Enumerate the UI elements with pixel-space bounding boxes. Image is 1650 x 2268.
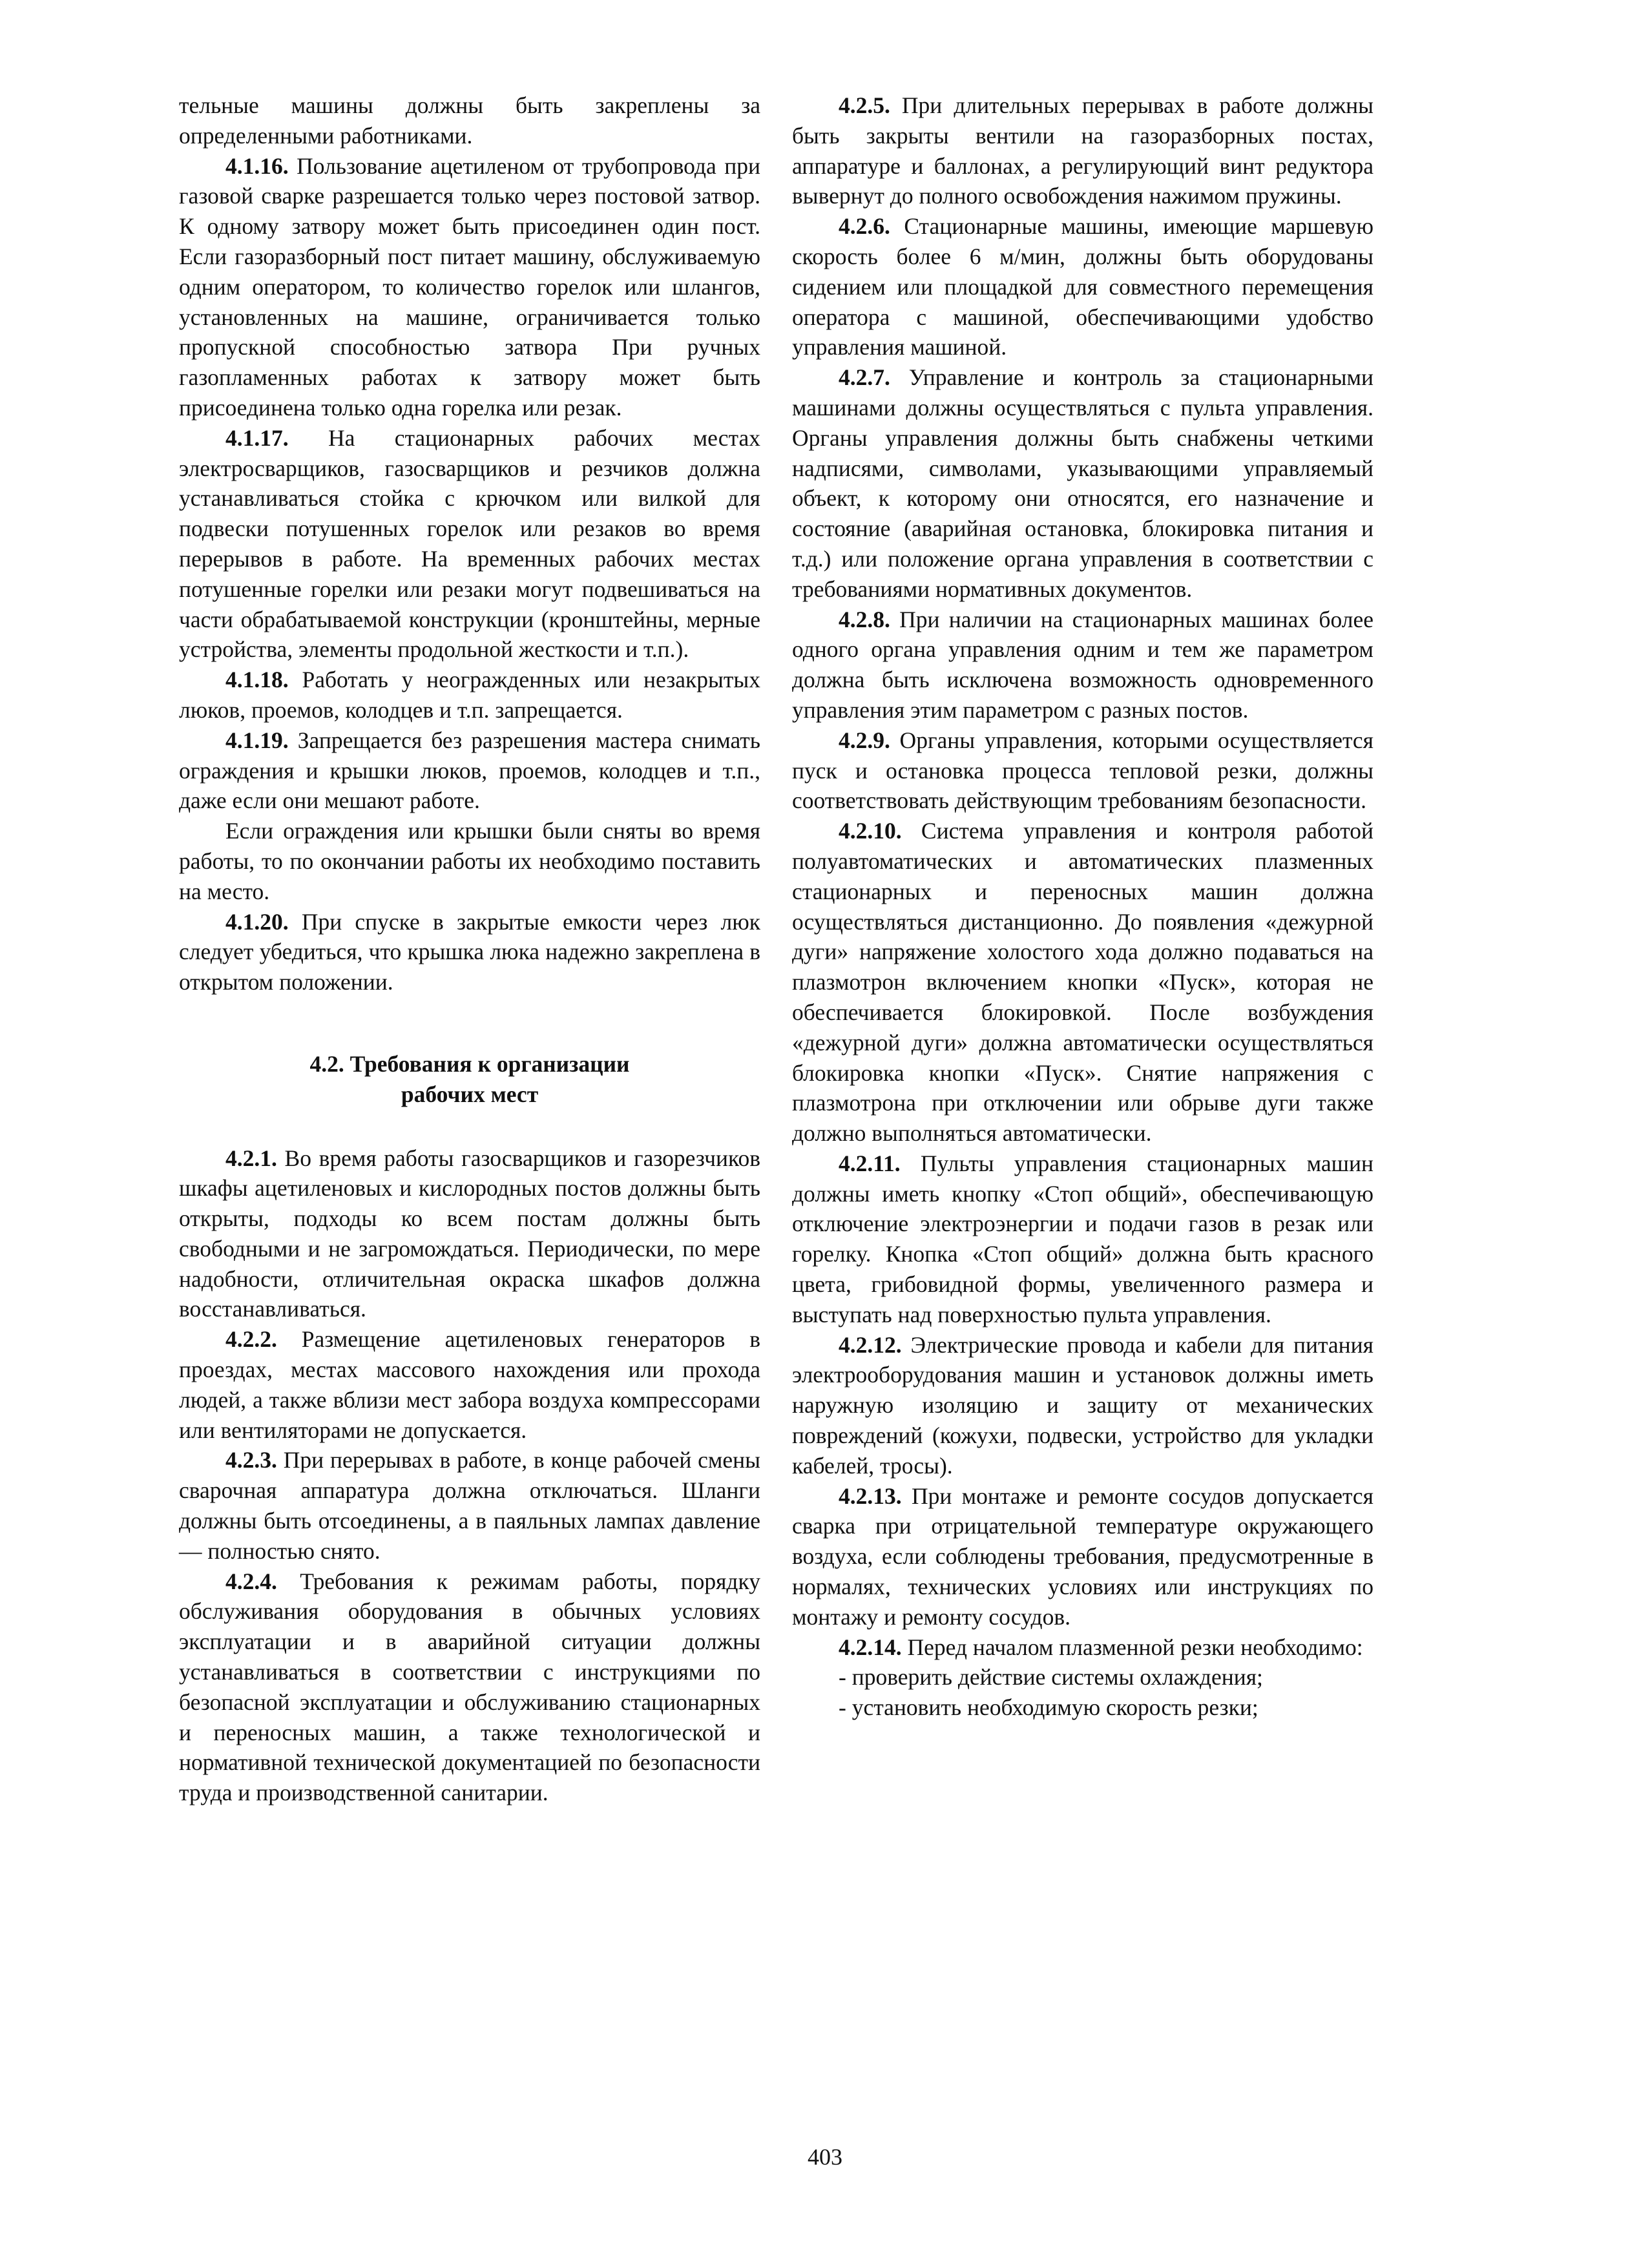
list-item: - проверить действие системы охлаждения; xyxy=(839,1664,1263,1691)
clause-number: 4.2.5. xyxy=(839,92,890,118)
clause-number: 4.2.8. xyxy=(839,606,890,632)
paragraph-4-2-2: 4.2.2. Размещение ацетиленовых генераторов в проездах, местах массового нахождения или прохода людей, а также вблизи мест забора воздуха компрессорами или вентиляторами не допускается. xyxy=(179,1326,760,1443)
paragraph-4-2-9: 4.2.9. Органы управления, которыми осуществляется пуск и остановка процесса тепловой резки, должны соответствовать действующим требованиям безопасности. xyxy=(792,727,1373,814)
section-heading xyxy=(179,1049,760,1110)
paragraph-4-1-19-cont: Если ограждения или крышки были сняты во время работы, то по окончании работы их необходимо поставить на место. xyxy=(179,818,760,904)
paragraph-4-2-5: 4.2.5. При длительных перерывах в работе должны быть закрыты вентили на газоразборных постах, аппаратуре и баллонах, а регулирующий винт редуктора вывернут до полного освобождения нажимом пружины. xyxy=(792,92,1373,209)
clause-number: 4.1.16. xyxy=(225,152,289,179)
clause-number: 4.2.2. xyxy=(225,1326,277,1353)
clause-number: 4.2.9. xyxy=(839,727,890,753)
section-heading-line-1: 4.2. Требования к организации xyxy=(309,1050,630,1077)
paragraph-4-2-1: 4.2.1. Во время работы газосварщиков и газорезчиков шкафы ацетиленовых и кислородных постов должны быть открыты, подходы ко всем постам должны быть свободными и не загромождаться. Периодически, по мере надобности, отличительная окраска шкафов должна восстанавливаться. xyxy=(179,1145,760,1322)
clause-number: 4.2.7. xyxy=(839,364,890,391)
paragraph-4-1-16: 4.1.16. Пользование ацетиленом от трубопровода при газовой сварке разрешается только через постовой затвор. К одному затвору может быть присоединен один пост. Если газоразборный пост питает машину, обслуживаемую одним оператором, то количество горелок или шлангов, установленных на машине, ограничивается только пропускной способностью затвора При ручных газопламенных работах к затвору может быть присоединена только одна горелка или резак. xyxy=(179,152,760,421)
clause-number: 4.1.18. xyxy=(225,667,289,693)
clause-number: 4.1.20. xyxy=(225,908,289,935)
paragraph-4-1-20: 4.1.20. При спуске в закрытые емкости через люк следует убедиться, что крышка люка надежно закреплена в открытом положении. xyxy=(179,908,760,995)
page-number: 403 xyxy=(808,2144,842,2170)
paragraph-4-2-14: 4.2.14. Перед началом плазменной резки необходимо: xyxy=(839,1634,1363,1660)
paragraph-4-1-18: 4.1.18. Работать у неогражденных или незакрытых люков, проемов, колодцев и т.п. запрещается. xyxy=(179,667,760,723)
paragraph-4-1-17: 4.1.17. На стационарных рабочих местах электросварщиков, газосварщиков и резчиков должна устанавливаться стойка с крючком или вилкой для подвески потушенных горелок или резаков во время перерывов в работе. На временных рабочих местах потушенные горелки или резаки могут подвешиваться на части обрабатываемой конструкции (кронштейны, мерные устройства, элементы продольной жесткости и т.п.). xyxy=(179,424,760,663)
paragraph-4-2-12: 4.2.12. Электрические провода и кабели для питания электрооборудования машин и установок должны иметь наружную изоляцию и защиту от механических повреждений (кожухи, подвески, устройство для укладки кабелей, тросы). xyxy=(792,1331,1373,1479)
clause-number: 4.2.4. xyxy=(225,1568,277,1594)
clause-number: 4.2.12. xyxy=(839,1331,902,1358)
paragraph-4-2-10: 4.2.10. Система управления и контроля работой полуавтоматических и автоматических плазменных стационарных и переносных машин должна осуществляться дистанционно. До появления «дежурной дуги» напряжение холостого хода должно подаваться на плазмотрон включением кнопки «Пуск», которая не обеспечивается блокировкой. После возбуждения «дежурной дуги» должна автоматически осуществляться блокировка кнопки «Пуск». Снятие напряжения с плазмотрона при отключении или обрыве дуги также должно выполняться автоматически. xyxy=(792,818,1373,1147)
paragraph-4-2-4: 4.2.4. Требования к режимам работы, порядку обслуживания оборудования в обычных условиях эксплуатации и в аварийной ситуации должны устанавливаться в соответствии с инструкциями по безопасной эксплуатации и обслуживанию стационарных и переносных машин, а также технологической и нормативной технической документацией по безопасности труда и производственной санитарии. xyxy=(179,1568,760,1806)
clause-number: 4.2.1. xyxy=(225,1145,277,1171)
clause-number: 4.2.10. xyxy=(839,818,902,844)
paragraph-4-2-8: 4.2.8. При наличии на стационарных машинах более одного органа управления одним и тем же параметром должна быть исключена возможность одновременного управления этим параметром с разных постов. xyxy=(792,606,1373,723)
paragraph-4-2-13: 4.2.13. При монтаже и ремонте сосудов допускается сварка при отрицательной температуре окружающего воздуха, если соблюдены требования, предусмотренные в нормалях, технических условиях или инструкциях по монтажу и ремонту сосудов. xyxy=(792,1483,1373,1630)
clause-number: 4.2.13. xyxy=(839,1483,902,1509)
paragraph-4-2-3: 4.2.3. При перерывах в работе, в конце рабочей смены сварочная аппаратура должна отключаться. Шланги должны быть отсоединены, а в паяльных лампах давление — полностью снято. xyxy=(179,1447,760,1564)
clause-number: 4.2.11. xyxy=(839,1150,901,1176)
right-column xyxy=(792,90,1373,1723)
clause-number: 4.1.17. xyxy=(225,424,289,451)
clause-number: 4.2.14. xyxy=(839,1634,902,1660)
section-heading-line-2: рабочих мест xyxy=(401,1081,539,1107)
clause-number: 4.1.19. xyxy=(225,727,289,753)
paragraph-4-2-11: 4.2.11. Пульты управления стационарных машин должны иметь кнопку «Стоп общий», обеспечивающую отключение электроэнергии и подачи газов в резак или горелку. Кнопка «Стоп общий» должна быть красного цвета, грибовидной формы, увеличенного размера и выступать над поверхностью пульта управления. xyxy=(792,1150,1373,1327)
left-column xyxy=(179,90,760,1808)
paragraph-4-2-7: 4.2.7. Управление и контроль за стационарными машинами должны осуществляться с пульта управления. Органы управления должны быть снабжены четкими надписями, символами, указывающими управляемый объект, к которому они относятся, его назначение и состояние (аварийная остановка, блокировка питания и т.д.) или положение органа управления в соответствии с требованиями нормативных документов. xyxy=(792,364,1373,602)
clause-number: 4.2.6. xyxy=(839,213,890,240)
list-item: - установить необходимую скорость резки; xyxy=(839,1694,1258,1721)
paragraph-continued: тельные машины должны быть закреплены за определенными работниками. xyxy=(179,92,760,149)
paragraph-4-2-6: 4.2.6. Стационарные машины, имеющие маршевую скорость более 6 м/мин, должны быть оборудованы сидением или площадкой для совместного перемещения оператора с машиной, обеспечивающими удобство управления машиной. xyxy=(792,213,1373,360)
paragraph-4-1-19: 4.1.19. Запрещается без разрешения мастера снимать ограждения и крышки люков, проемов, колодцев и т.п., даже если они мешают работе. xyxy=(179,727,760,814)
clause-number: 4.2.3. xyxy=(225,1447,277,1473)
